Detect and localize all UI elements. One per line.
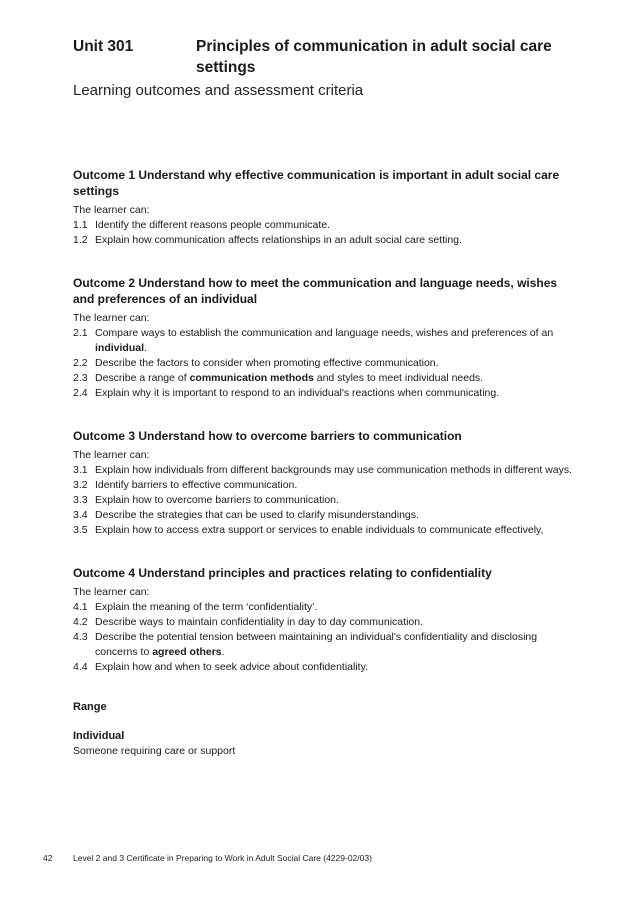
criterion-text: Identify the different reasons people communicate. [95, 219, 331, 231]
criterion-text: Explain how and when to seek advice about confidentiality. [95, 661, 368, 673]
outcomes-content [73, 167, 573, 759]
criterion-number: 2.2 [73, 357, 88, 369]
criterion [73, 478, 573, 493]
criterion-text-part: . [221, 646, 225, 658]
footer-text: Level 2 and 3 Certificate in Preparing to Work in Adult Social Care (4229-02/03) [73, 853, 372, 863]
criterion-number: 4.2 [73, 616, 88, 628]
outcome-title: Outcome 4 Understand principles and practices relating to confidentiality [73, 566, 492, 580]
criterion-text: Explain how communication affects relationships in an adult social care setting. [95, 234, 462, 246]
criterion [73, 463, 573, 478]
criterion-number: 2.4 [73, 387, 88, 399]
criterion-number: 3.1 [73, 464, 88, 476]
criterion-number: 4.3 [73, 631, 88, 643]
criterion-text [95, 371, 573, 386]
outcome-title: Outcome 3 Understand how to overcome barriers to communication [73, 429, 462, 443]
criterion-number: 1.1 [73, 219, 88, 231]
page-number: 42 [43, 853, 53, 863]
criterion-text-part: Describe a range of [95, 372, 190, 384]
learner-lead: The learner can: [73, 312, 150, 324]
glossary-term: individual [95, 342, 145, 354]
criterion-number: 3.2 [73, 479, 88, 491]
criterion [73, 233, 573, 248]
criterion-text: Explain how to overcome barriers to communication. [95, 494, 339, 506]
criterion-text-part: Describe the potential tension between maintaining an individual's confidentiality and disclosing concerns to [95, 631, 538, 658]
criterion-text-part: . [144, 342, 147, 354]
criterion-text: Describe ways to maintain confidentiality in day to day communication. [95, 616, 423, 628]
range-section [73, 700, 573, 759]
unit-header [73, 36, 573, 101]
criterion-text: Explain why it is important to respond to an individual's reactions when communicating. [95, 387, 500, 399]
criterion [73, 371, 573, 386]
criterion-text: Describe the factors to consider when promoting effective communication. [95, 357, 439, 369]
criterion-number: 4.1 [73, 601, 88, 613]
range-heading: Range [73, 701, 107, 713]
outcome-title: Outcome 2 Understand how to meet the communication and language needs, wishes and preferences of an individual [73, 276, 558, 306]
criterion [73, 386, 573, 401]
criterion [73, 508, 573, 523]
outcome-title: Outcome 1 Understand why effective communication is important in adult social care settings [73, 168, 560, 198]
criterion-number: 2.3 [73, 372, 88, 384]
criterion-number: 1.2 [73, 234, 88, 246]
criterion-text: Explain the meaning of the term ‘confidentiality’. [95, 601, 318, 613]
glossary-term: communication methods [189, 372, 314, 384]
criterion-number: 2.1 [73, 327, 88, 339]
criterion-number: 4.4 [73, 661, 88, 673]
criterion [73, 356, 573, 371]
criterion-text: Describe the strategies that can be used to clarify misunderstandings. [95, 509, 419, 521]
range-term: Individual [73, 730, 125, 742]
criterion [73, 660, 573, 675]
range-definition: Someone requiring care or support [73, 745, 236, 757]
criterion-text: Explain how to access extra support or services to enable individuals to communicate effectively, [95, 524, 544, 536]
section-subtitle: Learning outcomes and assessment criteria [73, 82, 364, 99]
learner-lead: The learner can: [73, 449, 150, 461]
criterion [73, 326, 573, 356]
glossary-term: agreed others [152, 646, 222, 658]
criterion-number: 3.4 [73, 509, 88, 521]
criterion [73, 493, 573, 508]
criterion-text [95, 630, 573, 660]
outcome-2 [73, 275, 573, 401]
criterion [73, 615, 573, 630]
unit-code: Unit 301 [73, 38, 134, 55]
criterion-number: 3.3 [73, 494, 88, 506]
criterion [73, 600, 573, 615]
learner-lead: The learner can: [73, 204, 150, 216]
criterion-text-part: and styles to meet individual needs. [313, 372, 484, 384]
criterion [73, 630, 573, 660]
criterion-text: Identify barriers to effective communication. [95, 479, 298, 491]
criterion [73, 218, 573, 233]
outcome-4 [73, 565, 573, 675]
criterion-text-part: Compare ways to establish the communication and language needs, wishes and preferences of an [95, 327, 554, 339]
criterion-text [95, 326, 573, 356]
learner-lead: The learner can: [73, 586, 150, 598]
outcome-3 [73, 428, 573, 538]
criterion-number: 3.5 [73, 524, 88, 536]
unit-title-row [73, 36, 573, 78]
criterion-text: Explain how individuals from different backgrounds may use communication methods in different ways. [95, 464, 573, 476]
outcome-1 [73, 167, 573, 248]
criterion [73, 523, 573, 538]
unit-title: Principles of communication in adult social care settings [196, 38, 552, 76]
